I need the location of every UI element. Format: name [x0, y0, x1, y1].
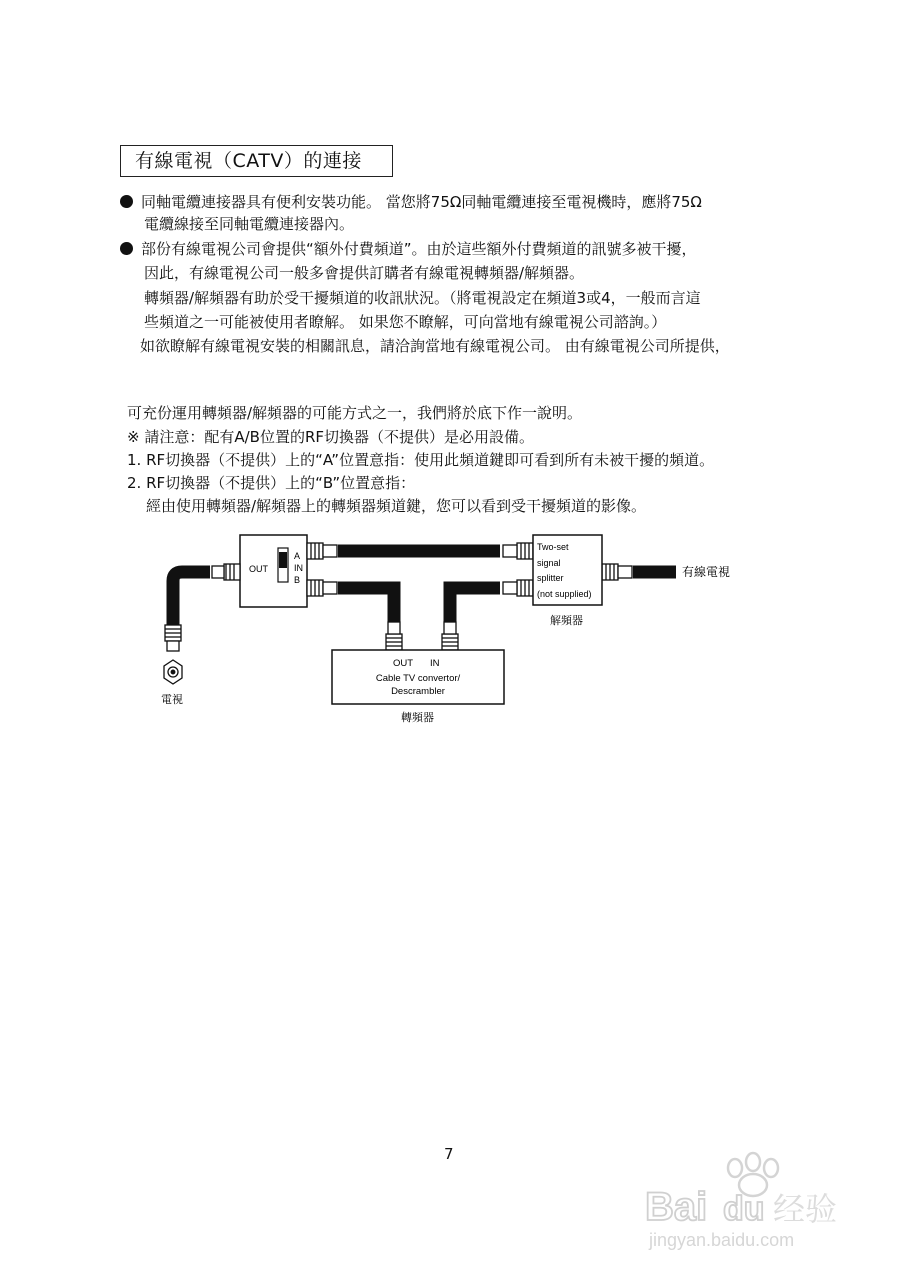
connector-splitter-bottom-left	[503, 580, 533, 596]
connector-converter-in	[442, 622, 458, 650]
converter-out-label: OUT	[393, 658, 414, 669]
converter-line-2: Descrambler	[391, 686, 445, 697]
bullet-1-line-2: 電纜線接至同軸電纜連接器內。	[144, 215, 355, 233]
splitter-line-1: Two-set	[537, 542, 569, 552]
splitter-line-4: (not supplied)	[537, 589, 592, 599]
bullet-2-line-2: 因此，有線電視公司一般多會提供訂購者有線電視轉頻器/解頻器。	[144, 264, 585, 282]
connector-switch-left	[212, 564, 240, 580]
tv-jack-icon	[164, 660, 182, 684]
instruction-intro: 可充份運用轉頻器/解頻器的可能方式之一，我們將於底下作一說明。	[127, 404, 583, 422]
instruction-step-1: 1. RF切換器（不提供）上的“A”位置意指：使用此頻道鍵即可看到所有未被干擾的頻道。	[127, 451, 715, 469]
splitter-caption: 解頻器	[550, 615, 583, 627]
connector-splitter-right	[602, 564, 632, 580]
svg-text:du: du	[723, 1190, 765, 1228]
instruction-note: ※ 請注意：配有A/B位置的RF切換器（不提供）是必用設備。	[127, 428, 534, 446]
connector-tv-plug	[165, 625, 181, 651]
cable-splitter-to-converter-in	[450, 588, 500, 622]
connector-converter-out	[386, 622, 402, 650]
bullet-2-line-5: 如欲瞭解有線電視安裝的相關訊息，請洽詢當地有線電視公司。 由有線電視公司所提供，	[140, 337, 730, 355]
cable-switch-b-to-converter-out	[338, 588, 394, 622]
connector-switch-b	[307, 580, 337, 596]
bullet-2-line-3: 轉頻器/解頻器有助於受干擾頻道的收訊狀況。（將電視設定在頻道3或4，一般而言這	[144, 289, 701, 307]
instruction-step-2-detail: 經由使用轉頻器/解頻器上的轉頻器頻道鍵，您可以看到受干擾頻道的影像。	[146, 497, 647, 515]
tv-label: 電視	[161, 694, 183, 706]
instruction-step-2: 2. RF切換器（不提供）上的“B”位置意指：	[127, 474, 416, 492]
connector-switch-a	[307, 543, 337, 559]
page-number: 7	[444, 1145, 454, 1163]
cable-switch-to-tv	[173, 572, 210, 625]
converter-in-label: IN	[430, 658, 440, 669]
baidu-watermark-logo	[643, 1140, 863, 1255]
catv-label: 有線電視	[682, 565, 731, 579]
bullet-text: 部份有線電視公司會提供“額外付費頻道”。由於這些額外付費頻道的訊號多被干擾，	[141, 240, 697, 258]
bullet-text: 同軸電纜連接器具有便利安裝功能。 當您將75Ω同軸電纜連接至電視機時，應將75Ω	[141, 193, 702, 211]
switch-b-label: B	[294, 575, 301, 585]
switch-in-label: IN	[294, 563, 303, 573]
bullet-2-line-4: 些頻道之一可能被使用者瞭解。 如果您不瞭解，可向當地有線電視公司諮詢。）	[144, 313, 667, 331]
switch-knob	[279, 552, 287, 568]
splitter-line-3: splitter	[537, 573, 564, 583]
converter-caption: 轉頻器	[401, 712, 434, 724]
converter-line-1: Cable TV convertor/	[375, 673, 461, 684]
switch-a-label: A	[294, 551, 301, 561]
connector-splitter-top-left	[503, 543, 533, 559]
watermark-url: jingyan.baidu.com	[649, 1230, 795, 1250]
section-title: 有線電視（CATV）的連接	[120, 145, 393, 177]
splitter-line-2: signal	[537, 558, 561, 568]
svg-text:Bai: Bai	[645, 1185, 708, 1229]
switch-out-label: OUT	[249, 564, 268, 574]
svg-text:经验: 经验	[773, 1191, 838, 1227]
